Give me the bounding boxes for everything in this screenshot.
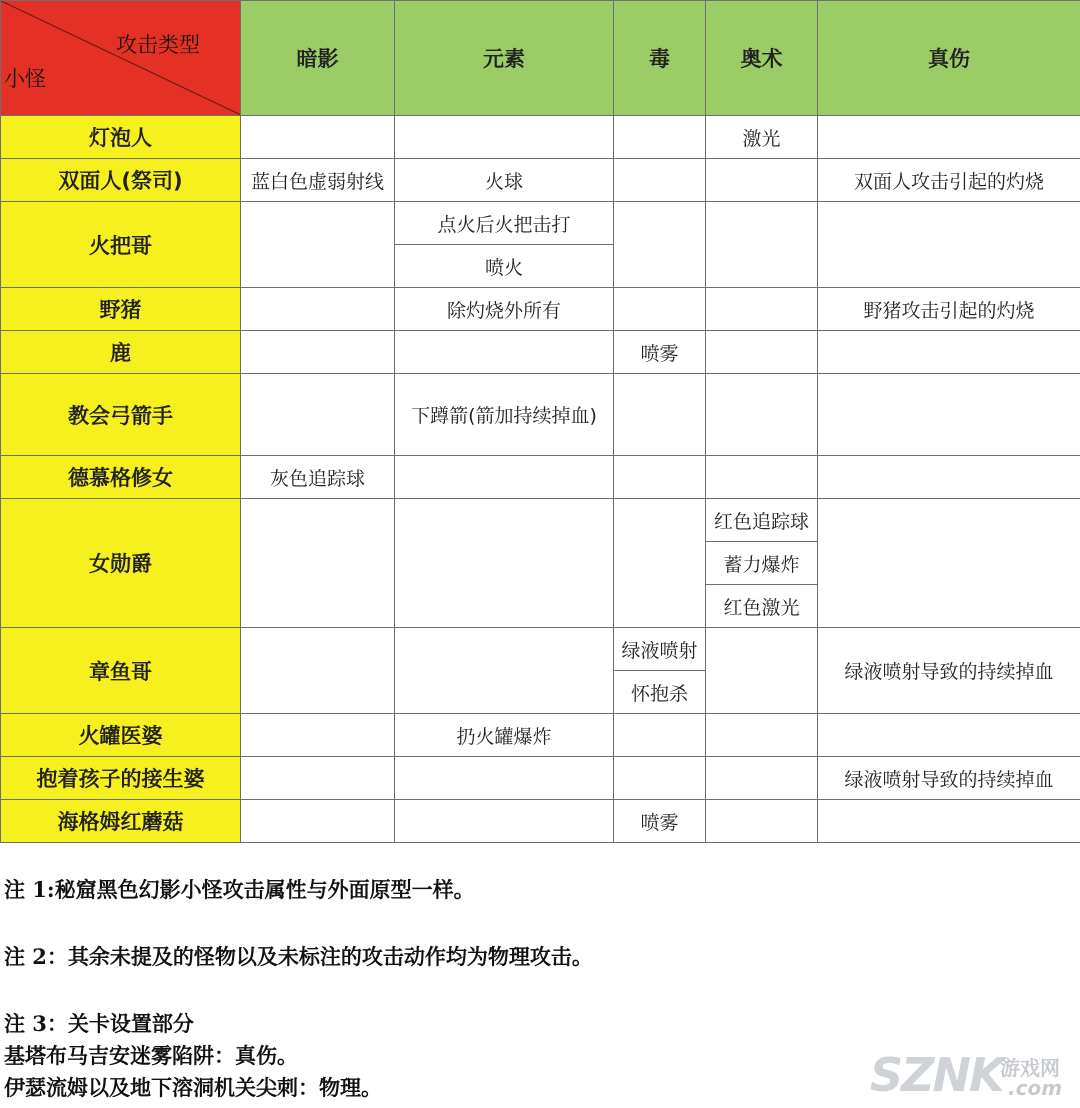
cell-true-damage (818, 202, 1080, 288)
monster-name: 抱着孩子的接生婆 (1, 757, 241, 800)
monster-name: 女勋爵 (1, 499, 241, 628)
cell-arcane (706, 288, 818, 331)
note-3-line-2: 伊瑟流姆以及地下溶洞机关尖刺：物理。 (4, 1075, 382, 1100)
cell-element (395, 331, 614, 374)
site-watermark (870, 1048, 1075, 1103)
table-row (1, 499, 1080, 542)
monster-name: 野猪 (1, 288, 241, 331)
cell-arcane (706, 456, 818, 499)
cell-element (395, 757, 614, 800)
note-3-line-1: 基塔布马吉安迷雾陷阱：真伤。 (4, 1043, 298, 1068)
cell-poison (614, 714, 706, 757)
cell-arcane (706, 714, 818, 757)
table-row (1, 456, 1080, 499)
note-1: 注 1:秘窟黑色幻影小怪攻击属性与外面原型一样。 (4, 877, 475, 902)
cell-element (395, 456, 614, 499)
cell-poison: 喷雾 (614, 331, 706, 374)
cell-element: 下蹲箭(箭加持续掉血) (395, 374, 614, 456)
cell-arcane (706, 800, 818, 843)
cell-arcane (706, 374, 818, 456)
monster-name: 德慕格修女 (1, 456, 241, 499)
cell-shadow (241, 757, 395, 800)
cell-element: 喷火 (395, 245, 614, 288)
cell-arcane: 红色激光 (706, 585, 818, 628)
cell-shadow (241, 800, 395, 843)
note-2: 注 2：其余未提及的怪物以及未标注的攻击动作均为物理攻击。 (4, 944, 593, 969)
cell-shadow (241, 288, 395, 331)
table-row (1, 374, 1080, 456)
monster-name: 双面人(祭司) (1, 159, 241, 202)
header-corner-cell (1, 1, 241, 116)
watermark-logo: SZNK (870, 1048, 1003, 1102)
cell-poison: 喷雾 (614, 800, 706, 843)
cell-poison (614, 374, 706, 456)
cell-element (395, 116, 614, 159)
cell-arcane (706, 202, 818, 288)
monster-name: 教会弓箭手 (1, 374, 241, 456)
monster-name: 火把哥 (1, 202, 241, 288)
cell-element: 除灼烧外所有 (395, 288, 614, 331)
cell-true-damage: 绿液喷射导致的持续掉血 (818, 628, 1080, 714)
cell-true-damage (818, 116, 1080, 159)
cell-poison (614, 116, 706, 159)
table-row (1, 116, 1080, 159)
cell-true-damage: 绿液喷射导致的持续掉血 (818, 757, 1080, 800)
cell-true-damage: 双面人攻击引起的灼烧 (818, 159, 1080, 202)
cell-poison (614, 159, 706, 202)
cell-poison (614, 288, 706, 331)
table-row (1, 288, 1080, 331)
cell-element: 火球 (395, 159, 614, 202)
header-poison: 毒 (614, 1, 706, 116)
cell-arcane (706, 159, 818, 202)
monster-name: 火罐医婆 (1, 714, 241, 757)
table-row (1, 800, 1080, 843)
header-arcane: 奥术 (706, 1, 818, 116)
cell-shadow (241, 628, 395, 714)
cell-poison: 怀抱杀 (614, 671, 706, 714)
cell-arcane (706, 331, 818, 374)
cell-poison (614, 757, 706, 800)
cell-element: 点火后火把击打 (395, 202, 614, 245)
table-row (1, 159, 1080, 202)
watermark-site-name: 游戏网 (1000, 1056, 1060, 1080)
table-row (1, 331, 1080, 374)
table-row (1, 202, 1080, 245)
corner-monster-label: 小怪 (4, 67, 46, 91)
cell-poison (614, 499, 706, 628)
header-shadow: 暗影 (241, 1, 395, 116)
cell-arcane (706, 757, 818, 800)
table-row (1, 628, 1080, 671)
cell-shadow (241, 116, 395, 159)
cell-true-damage (818, 714, 1080, 757)
cell-shadow: 灰色追踪球 (241, 456, 395, 499)
cell-poison (614, 456, 706, 499)
monster-name: 灯泡人 (1, 116, 241, 159)
note-3: 注 3：关卡设置部分 (4, 1011, 194, 1036)
cell-true-damage (818, 374, 1080, 456)
table-row (1, 757, 1080, 800)
cell-shadow (241, 374, 395, 456)
monster-name: 章鱼哥 (1, 628, 241, 714)
cell-arcane: 蓄力爆炸 (706, 542, 818, 585)
cell-poison (614, 202, 706, 288)
cell-true-damage (818, 800, 1080, 843)
cell-shadow (241, 499, 395, 628)
cell-true-damage: 野猪攻击引起的灼烧 (818, 288, 1080, 331)
cell-element (395, 800, 614, 843)
monster-name: 海格姆红蘑菇 (1, 800, 241, 843)
header-true-damage: 真伤 (818, 1, 1080, 116)
monster-name: 鹿 (1, 331, 241, 374)
cell-poison: 绿液喷射 (614, 628, 706, 671)
cell-element (395, 628, 614, 714)
cell-arcane (706, 628, 818, 714)
cell-arcane: 激光 (706, 116, 818, 159)
cell-shadow (241, 331, 395, 374)
table-row (1, 714, 1080, 757)
cell-shadow (241, 714, 395, 757)
header-element: 元素 (395, 1, 614, 116)
cell-true-damage (818, 499, 1080, 628)
notes-section (4, 874, 593, 1104)
cell-element (395, 499, 614, 628)
cell-shadow: 蓝白色虚弱射线 (241, 159, 395, 202)
cell-element: 扔火罐爆炸 (395, 714, 614, 757)
header-row (1, 1, 1080, 116)
watermark-domain: .com (1008, 1076, 1063, 1100)
corner-attack-type-label: 攻击类型 (116, 33, 200, 57)
cell-shadow (241, 202, 395, 288)
cell-true-damage (818, 456, 1080, 499)
cell-true-damage (818, 331, 1080, 374)
cell-arcane: 红色追踪球 (706, 499, 818, 542)
